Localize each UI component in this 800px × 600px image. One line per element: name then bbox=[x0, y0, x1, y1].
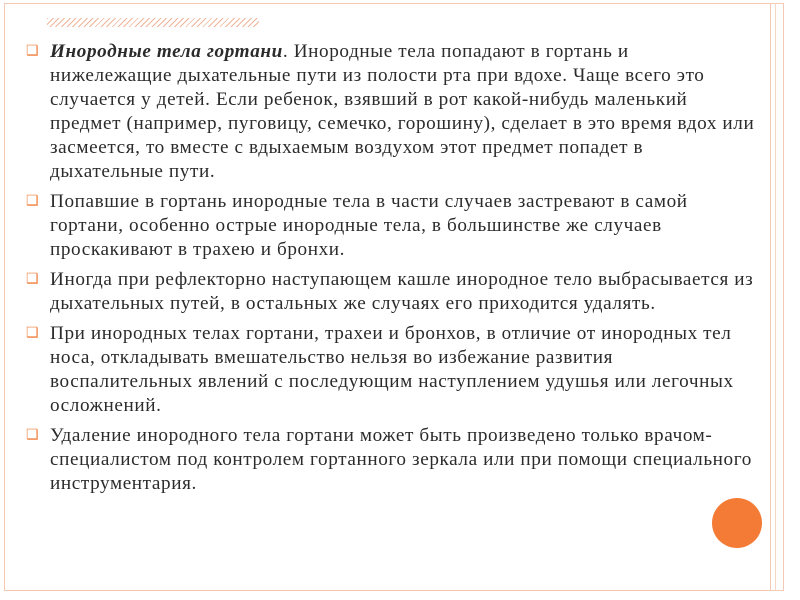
bullet-icon: ❑ bbox=[26, 272, 40, 287]
bullet-item-5 bbox=[26, 424, 756, 496]
bullet-icon: ❑ bbox=[26, 326, 40, 341]
slide-content bbox=[26, 40, 756, 502]
bullet-item-2 bbox=[26, 190, 756, 262]
bullet-icon: ❑ bbox=[26, 44, 40, 59]
bullet-item-4 bbox=[26, 322, 756, 418]
slide-right-inner-line bbox=[775, 3, 776, 591]
bullet-text: Иногда при рефлекторно наступающем кашле инородное тело выбрасывается из дыхательных путей, в остальных же случаях его приходится удалять. bbox=[50, 269, 754, 314]
bullet-item-1 bbox=[26, 40, 756, 184]
bullet-text: При инородных телах гортани, трахеи и бронхов, в отличие от инородных тел носа, откладывать вмешательство нельзя во избежание развития воспалительных явлений с последующим наступлением удушья или легочных осложнений. bbox=[50, 323, 734, 416]
bullet-icon: ❑ bbox=[26, 428, 40, 443]
bullet-text: Попавшие в гортань инородные тела в части случаев застревают в самой гортани, особенно острые инородные тела, в большинстве же случаев проскакивают в трахею и бронхи. bbox=[50, 191, 688, 260]
decorative-hatch bbox=[47, 18, 259, 27]
bullet-icon: ❑ bbox=[26, 194, 40, 209]
bullet-text: . Инородные тела попадают в гортань и нижележащие дыхательные пути из полости рта при вдохе. Чаще всего это случается у детей. Если ребенок, взявший в рот какой-нибудь маленький предмет (например, пуговицу, семечко, горошину), сделает в это время вдох или засмеется, то вместе с вдыхаемым воздухом этот предмет попадет в дыхательные пути. bbox=[50, 41, 755, 182]
decorative-circle bbox=[712, 498, 762, 548]
slide-right-border bbox=[770, 3, 783, 591]
bullet-item-3 bbox=[26, 268, 756, 316]
bullet-text: Удаление инородного тела гортани может быть произведено только врачом-специалистом под контролем гортанного зеркала или при помощи специального инструментария. bbox=[50, 425, 752, 494]
bullet-lead: Инородные тела гортани bbox=[50, 41, 283, 62]
